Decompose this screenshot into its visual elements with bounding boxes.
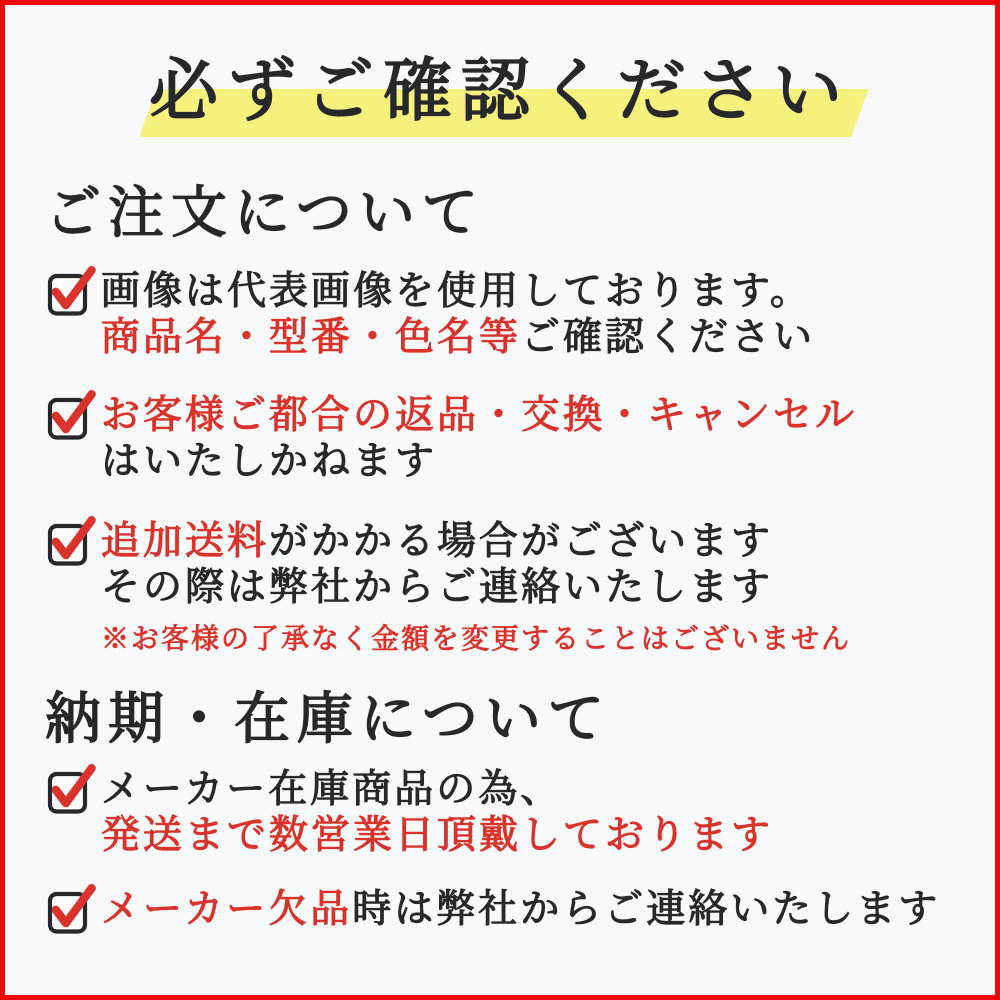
item-line: 追加送料がかかる場合がございます — [101, 520, 774, 563]
checked-checkbox-icon — [45, 385, 95, 445]
item-text — [101, 393, 857, 485]
item-line: 画像は代表画像を使用しております。 — [101, 270, 812, 313]
section-heading-orders: ご注文について — [45, 183, 485, 245]
item-text — [101, 519, 851, 657]
item-line: 発送まで数営業日頂戴しております — [101, 814, 774, 857]
item-text — [101, 887, 940, 933]
item-line: その際は弊社からご連絡いたします — [101, 566, 774, 609]
checklist-item-images — [45, 269, 955, 361]
item-text — [101, 269, 815, 361]
checked-checkbox-icon — [45, 759, 95, 819]
item-line: メーカー在庫商品の為、 — [101, 768, 563, 811]
checklist-item-shipping-fee — [45, 519, 955, 657]
item-line: 商品名・型番・色名等ご確認ください — [101, 316, 816, 359]
item-text — [101, 767, 773, 859]
checklist-item-out-of-stock — [45, 887, 955, 939]
main-title: 必ずご確認ください — [149, 53, 851, 129]
checklist-item-returns — [45, 393, 955, 485]
checked-checkbox-icon — [45, 261, 95, 321]
checked-checkbox-icon — [45, 879, 95, 939]
item-line: お客様ご都合の返品・交換・キャンセル — [101, 394, 858, 437]
fee-note: ※お客様の了承なく金額を変更することはございません — [101, 624, 852, 655]
item-line: はいたしかねます — [101, 440, 438, 483]
item-line: メーカー欠品時は弊社からご連絡いたします — [101, 888, 941, 931]
section-heading-stock: 納期・在庫について — [45, 689, 611, 751]
checked-checkbox-icon — [45, 511, 95, 571]
checklist-item-stock-leadtime — [45, 767, 955, 859]
